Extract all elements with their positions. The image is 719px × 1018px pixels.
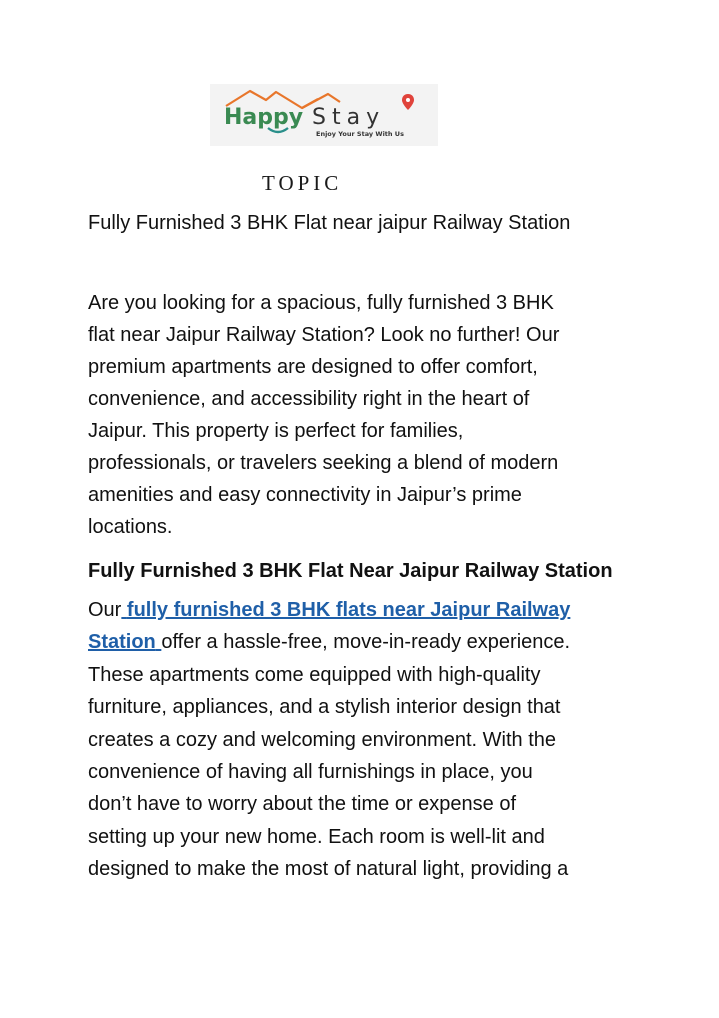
logo-tagline: Enjoy Your Stay With Us bbox=[316, 130, 404, 138]
intro-line: Are you looking for a spacious, fully furnished 3 BHK bbox=[88, 292, 554, 314]
location-pin-icon bbox=[402, 94, 414, 110]
intro-paragraph bbox=[88, 287, 648, 543]
section-line: creates a cozy and welcoming environment. With the bbox=[88, 728, 556, 751]
section-line: designed to make the most of natural light, providing a bbox=[88, 858, 569, 881]
section-line: convenience of having all furnishings in place, you bbox=[88, 760, 533, 783]
apartments-link-part2[interactable]: Station bbox=[88, 631, 156, 654]
happystay-logo bbox=[210, 84, 438, 146]
topic-label: TOPIC bbox=[262, 171, 343, 195]
section-paragraph bbox=[88, 594, 648, 886]
section-line-2 bbox=[88, 626, 648, 658]
logo-stay-text: Stay bbox=[312, 105, 386, 130]
intro-line: Jaipur. This property is perfect for families, bbox=[88, 420, 464, 442]
lead-word: Our bbox=[88, 599, 122, 621]
intro-line: amenities and easy connectivity in Jaipur’s prime bbox=[88, 484, 522, 506]
intro-line: locations. bbox=[88, 516, 173, 538]
section-line: These apartments come equipped with high-quality bbox=[88, 663, 541, 686]
apartments-link-part1[interactable]: fully furnished 3 BHK flats near Jaipur Railway bbox=[126, 599, 571, 621]
section-heading: Fully Furnished 3 BHK Flat Near Jaipur Railway Station bbox=[88, 560, 613, 582]
section-line: don’t have to worry about the time or expense of bbox=[88, 793, 517, 816]
intro-line: flat near Jaipur Railway Station? Look no further! Our bbox=[88, 324, 560, 346]
intro-line: premium apartments are designed to offer comfort, bbox=[88, 356, 538, 378]
page-subtitle: Fully Furnished 3 BHK Flat near jaipur Railway Station bbox=[88, 212, 571, 234]
house-roof-icon bbox=[210, 84, 438, 146]
section-line: setting up your new home. Each room is well-lit and bbox=[88, 825, 545, 848]
line2-rest: offer a hassle-free, move-in-ready experience. bbox=[161, 631, 571, 654]
logo-happy-text: Happy bbox=[224, 105, 304, 130]
intro-line: professionals, or travelers seeking a blend of modern bbox=[88, 452, 559, 474]
intro-line: convenience, and accessibility right in the heart of bbox=[88, 388, 530, 410]
section-line-1 bbox=[88, 594, 648, 626]
section-line: furniture, appliances, and a stylish interior design that bbox=[88, 696, 561, 719]
